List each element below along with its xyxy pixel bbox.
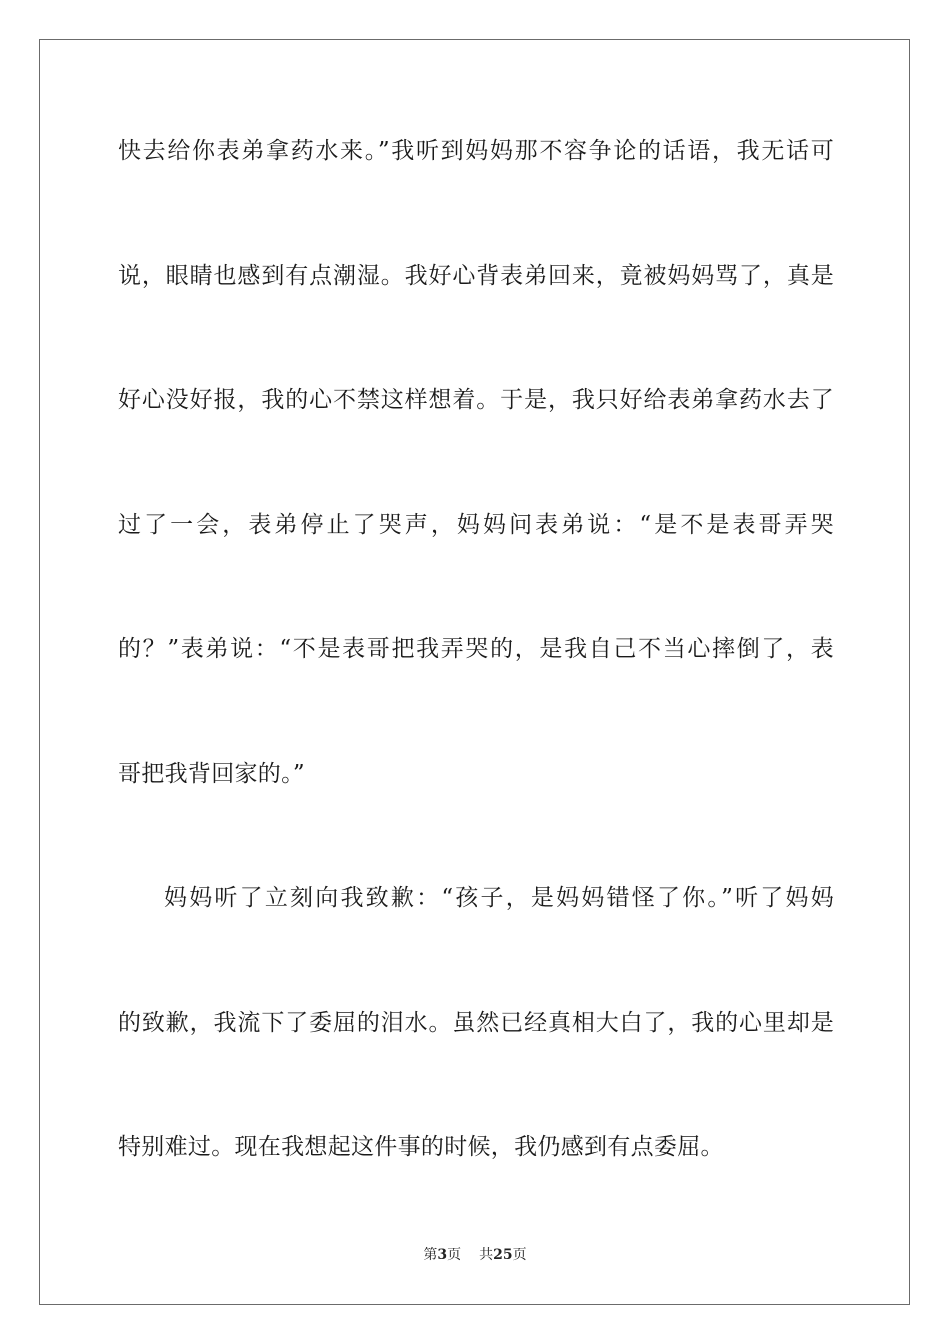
page-border [39, 39, 910, 1305]
text-line-8: 的致歉，我流下了委屈的泪水。虽然已经真相大白了，我的心里却是 [118, 1010, 834, 1036]
text-line-5: 的？”表弟说：“不是表哥把我弄哭的，是我自己不当心摔倒了，表 [118, 636, 834, 662]
text-line-4: 过了一会，表弟停止了哭声，妈妈问表弟说：“是不是表哥弄哭 [118, 512, 834, 538]
page-footer [0, 1246, 950, 1264]
page-prefix: 第 [423, 1247, 438, 1263]
total-pages: 25 [493, 1247, 513, 1263]
page-suffix: 页 [447, 1247, 462, 1263]
total-prefix: 共 [479, 1247, 494, 1263]
text-line-3: 好心没好报，我的心不禁这样想着。于是，我只好给表弟拿药水去了 [118, 387, 834, 413]
text-line-6: 哥把我背回家的。” [118, 761, 305, 787]
page-number: 3 [437, 1247, 448, 1263]
text-line-2: 说，眼睛也感到有点潮湿。我好心背表弟回来，竟被妈妈骂了，真是 [118, 263, 834, 289]
text-line-7: 妈妈听了立刻向我致歉：“孩子，是妈妈错怪了你。”听了妈妈 [164, 885, 834, 911]
total-suffix: 页 [512, 1247, 527, 1263]
text-line-9: 特别难过。现在我想起这件事的时候，我仍感到有点委屈。 [118, 1134, 724, 1160]
text-line-1: 快去给你表弟拿药水来。”我听到妈妈那不容争论的话语，我无话可 [118, 138, 834, 164]
